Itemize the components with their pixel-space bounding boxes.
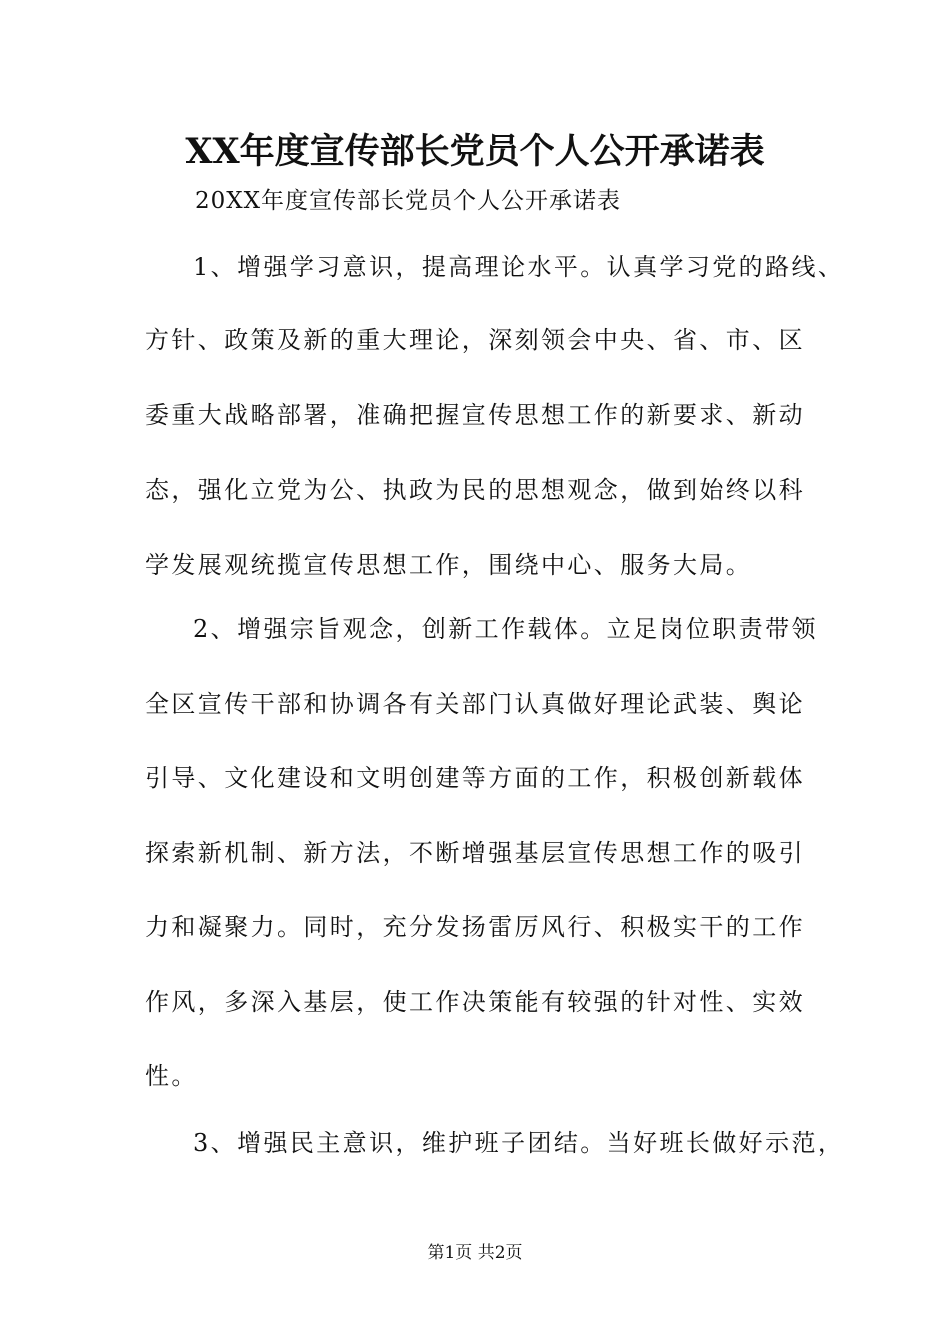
body-line-9: 探索新机制、新方法，不断增强基层宣传思想工作的吸引 (145, 839, 805, 867)
document-subtitle: 20XX年度宣传部长党员个人公开承诺表 (195, 188, 622, 214)
body-line-3: 委重大战略部署，准确把握宣传思想工作的新要求、新动 (145, 401, 805, 429)
body-line-5: 学发展观统揽宣传思想工作，围绕中心、服务大局。 (145, 551, 753, 579)
body-line-8: 引导、文化建设和文明创建等方面的工作，积极创新载体 (145, 764, 805, 792)
body-line-12: 性。 (145, 1062, 198, 1090)
body-line-7: 全区宣传干部和协调各有关部门认真做好理论武装、舆论 (145, 690, 805, 718)
body-line-2: 方针、政策及新的重大理论，深刻领会中央、省、市、区 (145, 326, 805, 354)
body-line-1: 1、增强学习意识，提高理论水平。认真学习党的路线、 (193, 253, 845, 281)
document-title: XX年度宣传部长党员个人公开承诺表 (185, 131, 765, 172)
body-line-11: 作风，多深入基层，使工作决策能有较强的针对性、实效 (145, 988, 805, 1016)
body-line-10: 力和凝聚力。同时，充分发扬雷厉风行、积极实干的工作 (145, 913, 805, 941)
body-line-13: 3、增强民主意识，维护班子团结。当好班长做好示范， (193, 1129, 845, 1157)
body-line-6: 2、增强宗旨观念，创新工作载体。立足岗位职责带领 (193, 615, 818, 643)
page-footer: 第1页 共2页 (427, 1243, 523, 1263)
body-line-4: 态，强化立党为公、执政为民的思想观念，做到始终以科 (145, 476, 805, 504)
